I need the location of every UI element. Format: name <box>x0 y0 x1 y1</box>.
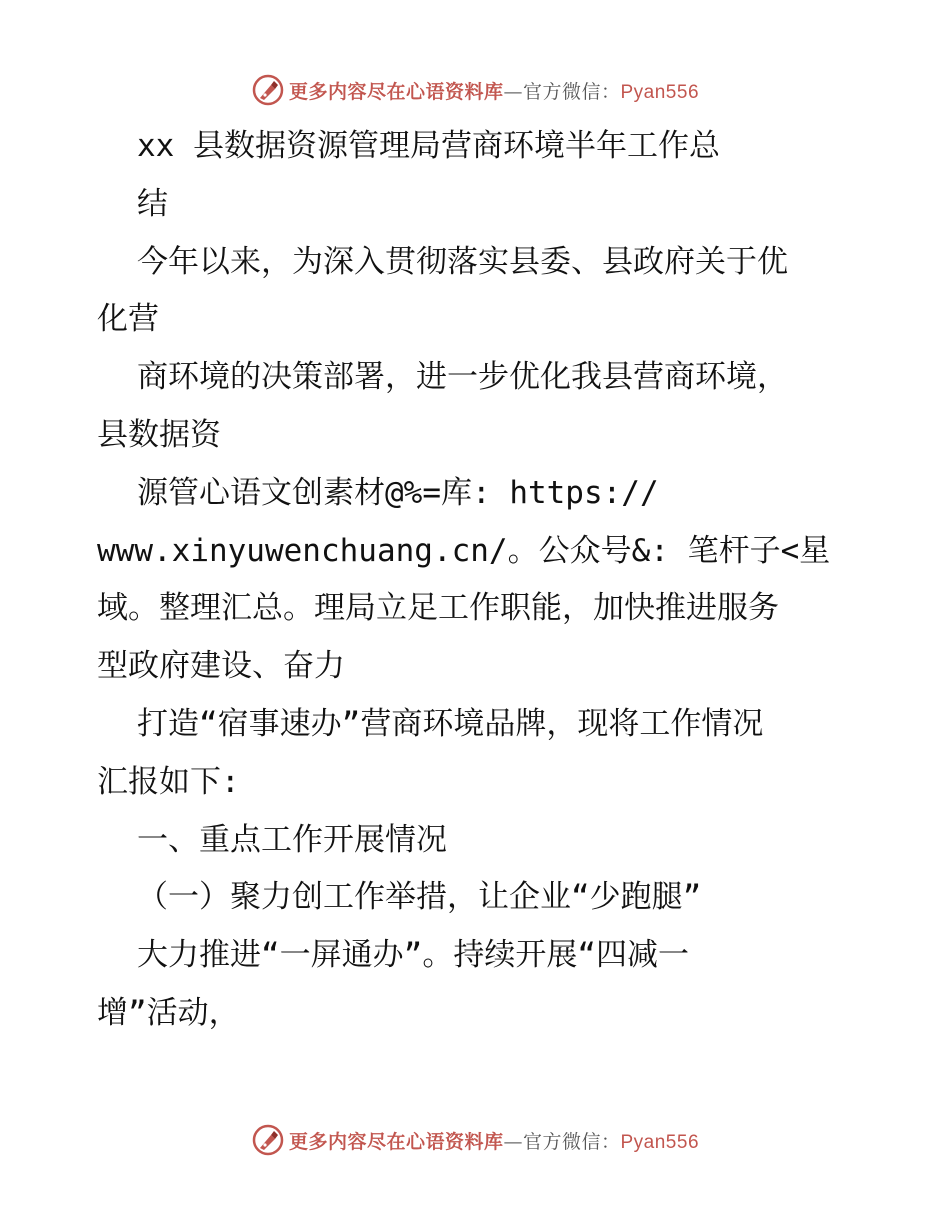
doc-paragraph-line: 汇报如下: <box>97 763 240 800</box>
banner-separator: — <box>503 1130 523 1153</box>
doc-paragraph-line: 增”活动， <box>97 994 240 1031</box>
banner-content <box>251 73 699 107</box>
header-banner <box>0 70 950 110</box>
doc-paragraph-line: 型政府建设、奋力 <box>97 648 345 685</box>
banner-wechat-id: Pyan556 <box>620 81 700 103</box>
doc-subsection-heading: （一）聚力创工作举措，让企业“少跑腿” <box>137 879 702 916</box>
banner-official-label: 官方微信： <box>522 1130 621 1153</box>
pen-nib-icon <box>251 1123 285 1157</box>
banner-title: 更多内容尽在心语资料库 <box>288 1130 504 1153</box>
doc-section-heading: 一、重点工作开展情况 <box>137 821 447 858</box>
banner-text <box>289 77 699 104</box>
doc-title-line: 结 <box>137 185 168 222</box>
document-body <box>97 118 867 1043</box>
doc-paragraph-line: 域。整理汇总。理局立足工作职能，加快推进服务 <box>97 590 779 627</box>
doc-paragraph-line: 商环境的决策部署，进一步优化我县营商环境， <box>137 359 788 396</box>
doc-paragraph-line: 县数据资 <box>97 416 221 453</box>
doc-title-line: xx 县数据资源管理局营商环境半年工作总 <box>137 128 720 164</box>
doc-paragraph-line: 大力推进“一屏通办”。持续开展“四减一 <box>137 937 689 974</box>
doc-paragraph-line: 源管心语文创素材@%=库: https:// <box>137 474 659 511</box>
banner-wechat-id: Pyan556 <box>620 1131 700 1153</box>
banner-text <box>289 1127 699 1154</box>
banner-official-label: 官方微信： <box>522 80 621 103</box>
doc-paragraph-line: 打造“宿事速办”营商环境品牌，现将工作情况 <box>137 705 764 742</box>
footer-banner <box>0 1120 950 1160</box>
doc-paragraph-line: www.xinyuwenchuang.cn/。公众号&: 笔杆子<星 <box>97 532 831 569</box>
doc-paragraph-line: 化营 <box>97 301 159 338</box>
doc-paragraph-line: 今年以来，为深入贯彻落实县委、县政府关于优 <box>137 243 788 280</box>
banner-title: 更多内容尽在心语资料库 <box>288 80 504 103</box>
banner-content <box>251 1123 699 1157</box>
banner-separator: — <box>503 80 523 103</box>
pen-nib-icon <box>251 73 285 107</box>
